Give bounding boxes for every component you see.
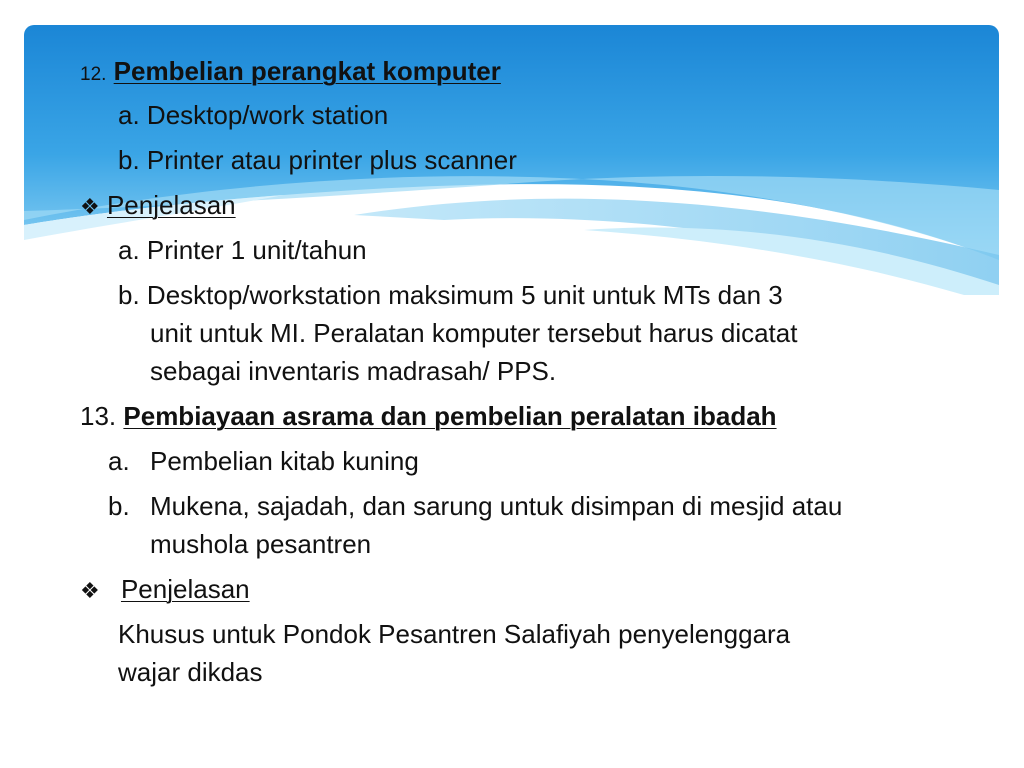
list-text: Mukena, sajadah, dan sarung untuk disimpan di mesjid atau — [150, 491, 843, 521]
explanation-text: wajar dikdas — [118, 657, 263, 687]
list-marker: a. — [118, 235, 140, 265]
section-12-heading — [80, 52, 501, 94]
list-item — [118, 231, 367, 269]
section-13-heading — [80, 397, 777, 435]
list-item — [118, 276, 783, 314]
list-marker: a. — [108, 446, 130, 476]
list-text: Desktop/work station — [146, 100, 389, 130]
list-item — [118, 96, 388, 134]
explanation-label: Penjelasan — [120, 574, 250, 604]
list-text-continuation: mushola pesantren — [150, 529, 372, 559]
list-text-continuation: unit untuk MI. Peralatan komputer tersebut harus dicatat — [150, 318, 798, 348]
list-text: Desktop/workstation maksimum 5 unit untuk MTs dan 3 — [146, 280, 783, 310]
section-13-number: 13. — [80, 401, 117, 431]
list-text: Pembelian kitab kuning — [150, 446, 419, 476]
section-12-title: Pembelian perangkat komputer — [113, 56, 501, 86]
explanation-heading — [80, 186, 236, 226]
list-item — [108, 487, 842, 525]
list-item — [108, 442, 419, 480]
list-text: Printer 1 unit/tahun — [146, 235, 367, 265]
list-marker: a. — [118, 100, 140, 130]
list-text: Printer atau printer plus scanner — [146, 145, 517, 175]
list-item — [118, 141, 517, 179]
section-13-title: Pembiayaan asrama dan pembelian peralatan ibadah — [123, 401, 777, 431]
explanation-label: Penjelasan — [106, 190, 236, 220]
list-marker: b. — [118, 280, 140, 310]
list-marker: b. — [108, 491, 130, 521]
list-marker: b. — [118, 145, 140, 175]
diamond-bullet-icon: ❖ — [80, 578, 100, 603]
diamond-bullet-icon: ❖ — [80, 194, 100, 219]
explanation-heading — [80, 570, 250, 610]
explanation-text: Khusus untuk Pondok Pesantren Salafiyah penyelenggara — [118, 619, 791, 649]
section-12-number: 12. — [80, 64, 107, 85]
list-text-continuation: sebagai inventaris madrasah/ PPS. — [150, 356, 557, 386]
